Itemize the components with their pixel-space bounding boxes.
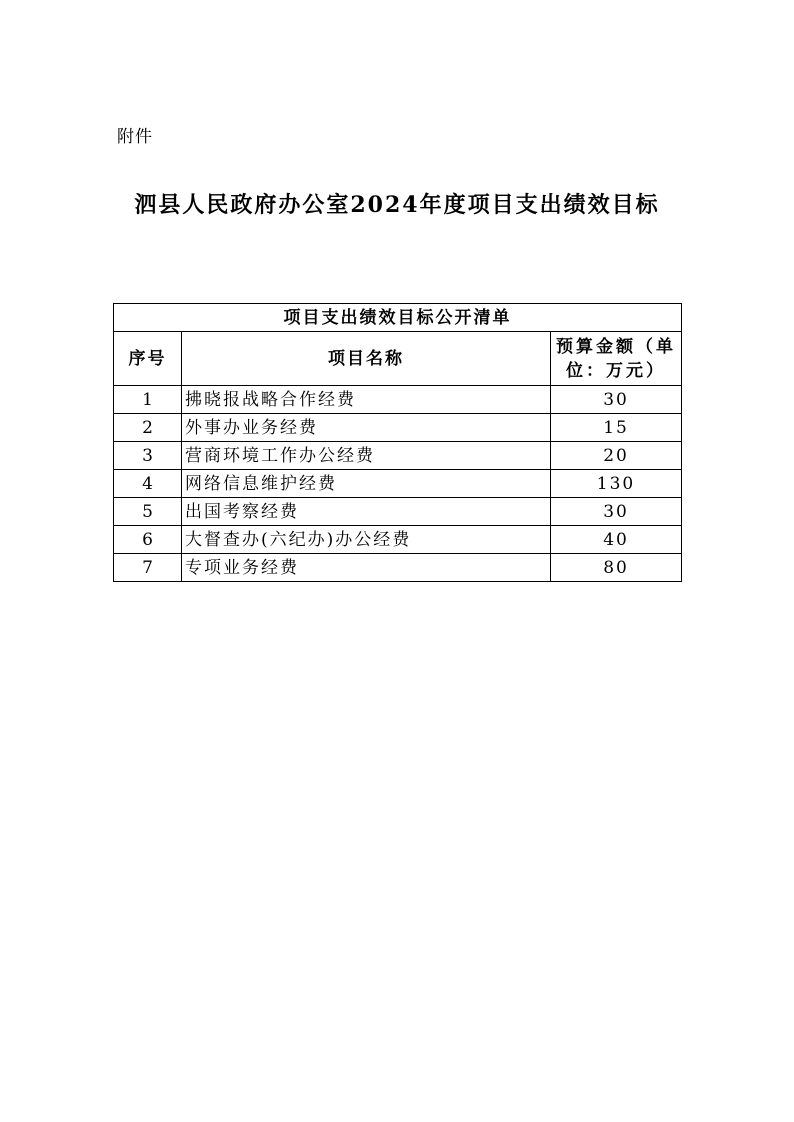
cell-amount: 15 (551, 414, 682, 442)
table-row (114, 526, 682, 554)
cell-name: 大督查办(六纪办)办公经费 (182, 526, 551, 554)
cell-seq: 1 (114, 386, 182, 414)
table-row (114, 498, 682, 526)
table-row (114, 442, 682, 470)
cell-amount: 20 (551, 442, 682, 470)
document-title: 泗县人民政府办公室2024年度项目支出绩效目标 (134, 192, 660, 218)
header-seq: 序号 (114, 332, 182, 386)
cell-amount: 80 (551, 554, 682, 582)
cell-seq: 7 (114, 554, 182, 582)
cell-name: 外事办业务经费 (182, 414, 551, 442)
cell-seq: 5 (114, 498, 182, 526)
cell-name: 专项业务经费 (182, 554, 551, 582)
header-amount: 预算金额（单位：万元） (551, 332, 682, 386)
cell-name: 营商环境工作办公经费 (182, 442, 551, 470)
cell-amount: 130 (551, 470, 682, 498)
table-row (114, 386, 682, 414)
cell-seq: 3 (114, 442, 182, 470)
table-row (114, 554, 682, 582)
cell-seq: 2 (114, 414, 182, 442)
header-name: 项目名称 (182, 332, 551, 386)
cell-name: 网络信息维护经费 (182, 470, 551, 498)
cell-seq: 4 (114, 470, 182, 498)
cell-amount: 40 (551, 526, 682, 554)
budget-table (113, 303, 682, 582)
table-row (114, 414, 682, 442)
cell-seq: 6 (114, 526, 182, 554)
table-title: 项目支出绩效目标公开清单 (114, 304, 682, 332)
cell-name: 拂晓报战略合作经费 (182, 386, 551, 414)
cell-name: 出国考察经费 (182, 498, 551, 526)
table-title-row (114, 304, 682, 332)
cell-amount: 30 (551, 498, 682, 526)
table-header-row (114, 332, 682, 386)
attachment-label: 附件 (117, 127, 153, 147)
table-row (114, 470, 682, 498)
cell-amount: 30 (551, 386, 682, 414)
